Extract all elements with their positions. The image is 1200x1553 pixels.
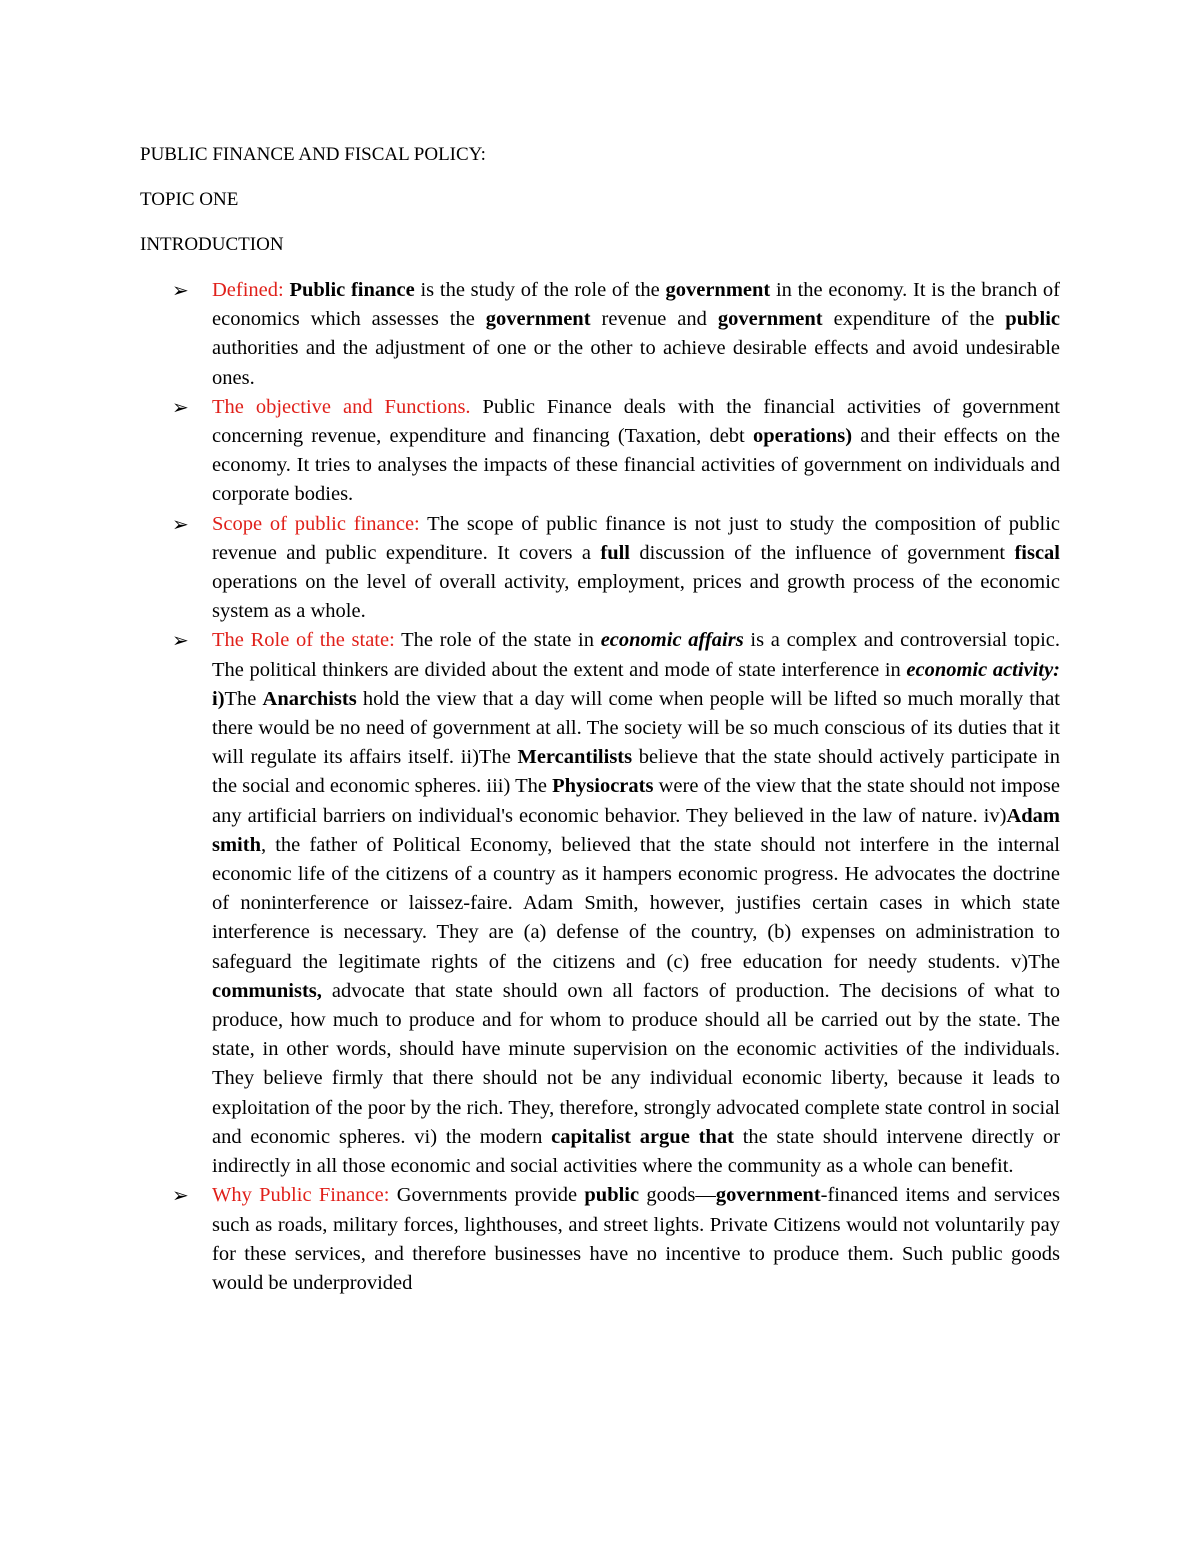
body-text: , the father of Political Economy, believed that the state should not interfere in the internal economic life of the citizens of a country as it hampers economic progress. He advocates the doctrine of noninterference or laissez-faire. Adam Smith, however, justifies certain cases in which state interference is necessary. They are (a) defense of the country, (b) expenses on administration to safeguard the legitimate rights of the citizens and (c) free education for needy students. v)The — [212, 833, 1060, 973]
body-text: expenditure of the — [822, 308, 1006, 331]
section-heading: INTRODUCTION — [140, 234, 284, 255]
bold-term: full — [600, 541, 630, 564]
body-text: authorities and the adjustment of one or the other to achieve desirable effects and avoid undesirable ones. — [212, 337, 1060, 389]
item-label: Scope of public finance: — [212, 512, 420, 535]
arrow-bullet-icon: ➢ — [172, 278, 189, 302]
document-page — [140, 141, 1060, 1298]
body-text: believe that the state should actively participate in the social and economic spheres. iii) The — [212, 746, 1061, 798]
item-label: The Role of the state: — [212, 629, 395, 652]
list-item-paragraph — [212, 510, 1060, 627]
bold-term: capitalist argue that — [551, 1125, 734, 1148]
bold-term: Public finance — [289, 279, 415, 301]
body-text: hold the view that a day will come when people will be lifted so much morally that there would be no need of government at all. The society will be so much conscious of its duties that it will regulate its affairs itself. ii)The — [212, 687, 1060, 769]
bold-term: Adam smith — [212, 804, 1060, 856]
body-text: advocate that state should own all factors of production. The decisions of what to produce, how much to produce and for whom to produce should all be carried out by the state. The state, in other words, should have minute supervision on the economic activities of the individuals. They believe firmly that there should not be any individual economic liberty, because it leads to exploitation of the poor by the rich. They, therefore, strongly advocated complete state control in social and economic spheres. vi) the modern — [212, 979, 1060, 1148]
bold-term: Anarchists — [262, 687, 357, 710]
bold-term: government — [665, 279, 771, 301]
body-text: Governments provide — [389, 1184, 585, 1207]
body-text: in the economy. It is the branch of economics which assesses the — [212, 279, 1060, 331]
bold-term: economic affairs — [600, 629, 744, 652]
body-text: is a complex and controversial topic. The political thinkers are divided about the extent and mode of state interference in — [212, 629, 1060, 681]
list-item-paragraph — [212, 1181, 1060, 1298]
bold-term: operations) — [752, 425, 853, 448]
item-label: Why Public Finance: — [212, 1184, 390, 1207]
body-text: -financed items and services such as roads, military forces, lighthouses, and street lights. Private Citizens would not voluntarily pay for these services, and therefore businesses have no incentive to produce them. Such public goods would be underprovided — [212, 1184, 1060, 1294]
arrow-bullet-icon: ➢ — [172, 394, 189, 419]
bold-term: government — [715, 1184, 821, 1207]
arrow-bullet-icon: ➢ — [172, 511, 189, 536]
item-label: Defined: — [212, 279, 284, 301]
list-item — [140, 276, 1060, 393]
document-title: PUBLIC FINANCE AND FISCAL POLICY: — [140, 144, 486, 165]
bold-term: government — [485, 308, 591, 331]
list-item-paragraph — [212, 393, 1060, 510]
body-text: The — [224, 687, 263, 710]
arrow-bullet-icon: ➢ — [172, 1183, 189, 1208]
bold-term: government — [717, 308, 823, 331]
body-text: Public Finance deals with the financial activities of government concerning revenue, expenditure and financing (Taxation, debt — [212, 395, 1060, 448]
body-text: is the study of the role of the — [414, 279, 666, 301]
arrow-bullet-icon: ➢ — [172, 628, 189, 653]
list-item — [140, 1181, 1060, 1298]
bold-term: Physiocrats — [552, 775, 654, 798]
list-item — [140, 626, 1060, 1181]
bullet-list — [140, 276, 1060, 1298]
body-text: revenue and — [590, 308, 718, 331]
body-text: and their effects on the economy. It tries to analyses the impacts of these financial activities of government on individuals and corporate bodies. — [212, 425, 1060, 506]
bold-term: public — [584, 1184, 640, 1207]
body-text: the state should intervene directly or indirectly in all those economic and social activities where the community as a whole can benefit. — [212, 1125, 1060, 1178]
body-text: discussion of the influence of government — [630, 541, 1015, 564]
bold-term: economic activity: — [906, 658, 1060, 681]
list-item-paragraph — [212, 276, 1060, 393]
bold-term: public — [1005, 308, 1060, 331]
body-text: The role of the state in — [394, 629, 601, 652]
bold-term: communists, — [212, 979, 322, 1002]
bold-term: fiscal — [1014, 541, 1060, 564]
body-text: The scope of public finance is not just to study the composition of public revenue and public expenditure. It covers a — [212, 512, 1061, 564]
body-text: goods— — [639, 1184, 716, 1207]
body-text: were of the view that the state should not impose any artificial barriers on individual's economic behavior. They believed in the law of nature. iv) — [212, 775, 1060, 827]
bold-term: Mercantilists — [517, 746, 633, 769]
list-item — [140, 393, 1060, 510]
body-text: operations on the level of overall activity, employment, prices and growth process of the economic system as a whole. — [212, 571, 1060, 623]
topic-heading: TOPIC ONE — [140, 189, 239, 210]
item-label: The objective and Functions. — [212, 395, 471, 418]
bold-term: i) — [212, 687, 225, 710]
list-item-paragraph — [212, 626, 1060, 1181]
list-item — [140, 510, 1060, 627]
